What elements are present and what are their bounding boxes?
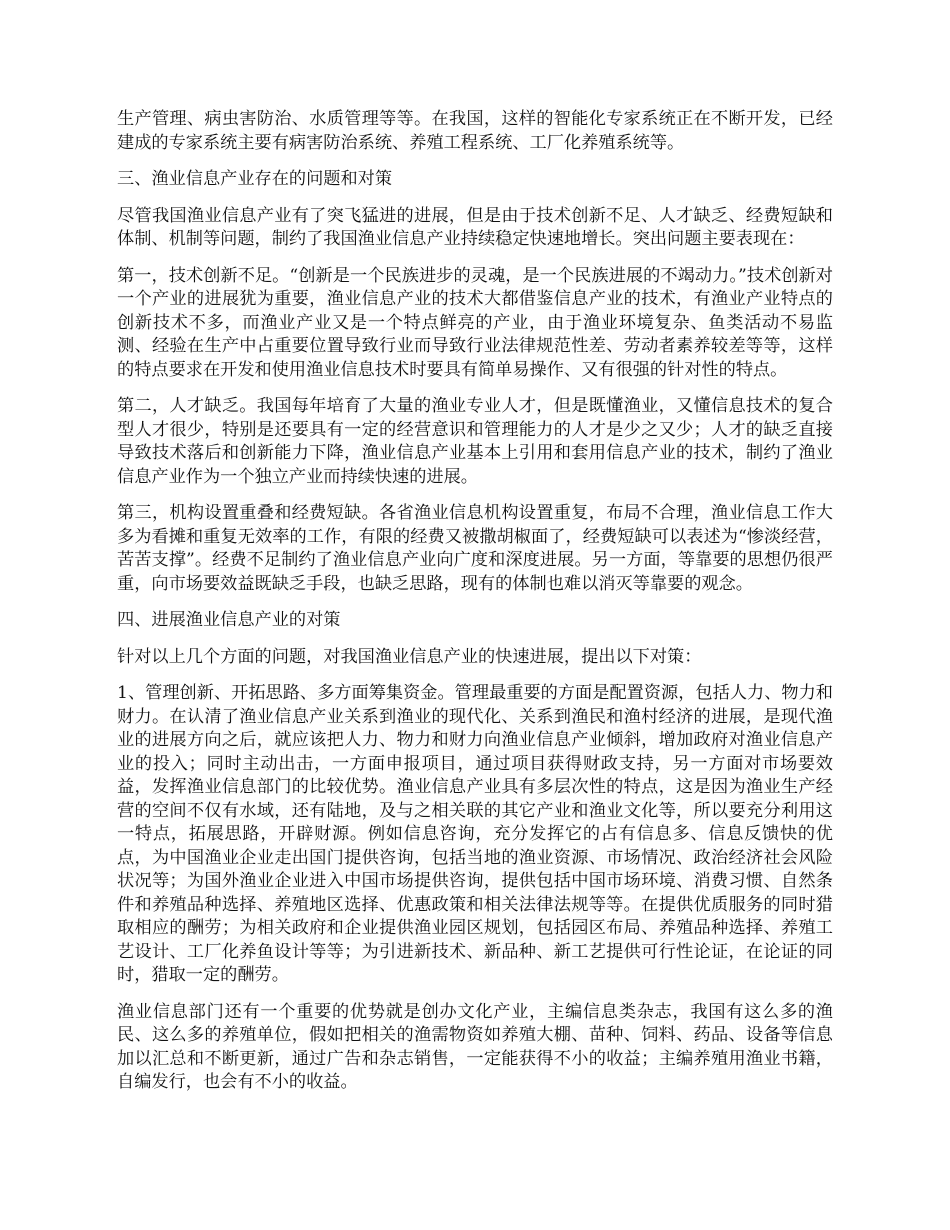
paragraph-countermeasure-culture: 渔业信息部门还有一个重要的优势就是创办文化产业，主编信息类杂志，我国有这么多的渔民、这么多的养殖单位，假如把相关的渔需物资如养殖大棚、苗种、饲料、药品、设备等信息加以汇总和不断更新，通过广告和杂志销售，一定能获得不小的收益；主编养殖用渔业书籍，自编发行，也会有不小的收益。 [117, 1001, 833, 1092]
section-heading-countermeasures: 四、进展渔业信息产业的对策 [117, 610, 341, 630]
paragraph-intro-continuation: 生产管理、病虫害防治、水质管理等等。在我国，这样的智能化专家系统正在不断开发，已经建成的专家系统主要有病害防治系统、养殖工程系统、工厂化养殖系统等。 [117, 109, 833, 153]
paragraph-problem-talent: 第二，人才缺乏。我国每年培育了大量的渔业专业人才，但是既懂渔业，又懂信息技术的复合型人才很少，特别是还要具有一定的经营意识和管理能力的人才是少之又少；人才的缺乏直接导致技术落后和创新能力下降，渔业信息产业基本上引用和套用信息产业的技术，制约了渔业信息产业作为一个独立产业而持续快速的进展。 [117, 396, 833, 487]
paragraph-problem-innovation: 第一，技术创新不足。“创新是一个民族进步的灵魂，是一个民族进展的不竭动力。”技术创新对一个产业的进展犹为重要，渔业信息产业的技术大都借鉴信息产业的技术，有渔业产业特点的创新技术不多，而渔业产业又是一个特点鲜亮的产业，由于渔业环境复杂、鱼类活动不易监测、经验在生产中占重要位置导致行业而导致行业法律规范性差、劳动者素养较差等等，这样的特点要求在开发和使用渔业信息技术时要具有简单易操作、又有很强的针对性的特点。 [117, 265, 833, 380]
paragraph-problem-funding: 第三，机构设置重叠和经费短缺。各省渔业信息机构设置重复，布局不合理，渔业信息工作大多为看摊和重复无效率的工作，有限的经费又被撒胡椒面了，经费短缺可以表述为“惨淡经营，苦苦支撑”。经费不足制约了渔业信息产业向广度和深度进展。另一方面，等靠要的思想仍很严重，向市场要效益既缺乏手段，也缺乏思路，现有的体制也难以消灭等靠要的观念。 [117, 503, 833, 594]
paragraph-countermeasure-management: 1、管理创新、开拓思路、多方面筹集资金。管理最重要的方面是配置资源，包括人力、物力和财力。在认清了渔业信息产业关系到渔业的现代化、关系到渔民和渔村经济的进展，是现代渔业的进展方向之后，就应该把人力、物力和财力向渔业信息产业倾斜，增加政府对渔业信息产业的投入；同时主动出击，一方面申报项目，通过项目获得财政支持，另一方面对市场要效益，发挥渔业信息部门的比较优势。渔业信息产业具有多层次性的特点，这是因为渔业生产经营的空间不仅有水域，还有陆地，及与之相关联的其它产业和渔业文化等，所以要充分利用这一特点，拓展思路，开辟财源。例如信息咨询，充分发挥它的占有信息多、信息反馈快的优点，为中国渔业企业走出国门提供咨询，包括当地的渔业资源、市场情况、政治经济社会风险状况等；为国外渔业企业进入中国市场提供咨询，提供包括中国市场环境、消费习惯、自然条件和养殖品种选择、养殖地区选择、优惠政策和相关法律法规等等。在提供优质服务的同时猎取相应的酬劳；为相关政府和企业提供渔业园区规划，包括园区布局、养殖品种选择、养殖工艺设计、工厂化养鱼设计等等；为引进新技术、新品种、新工艺提供可行性论证，在论证的同时，猎取一定的酬劳。 [117, 683, 833, 985]
paragraph-problems-overview: 尽管我国渔业信息产业有了突飞猛进的进展，但是由于技术创新不足、人才缺乏、经费短缺和体制、机制等问题，制约了我国渔业信息产业持续稳定快速地增长。突出问题主要表现在： [117, 205, 833, 249]
document-page [117, 108, 833, 1108]
paragraph-countermeasures-intro: 针对以上几个方面的问题，对我国渔业信息产业的快速进展，提出以下对策： [117, 646, 702, 667]
section-heading-problems: 三、渔业信息产业存在的问题和对策 [117, 169, 393, 189]
